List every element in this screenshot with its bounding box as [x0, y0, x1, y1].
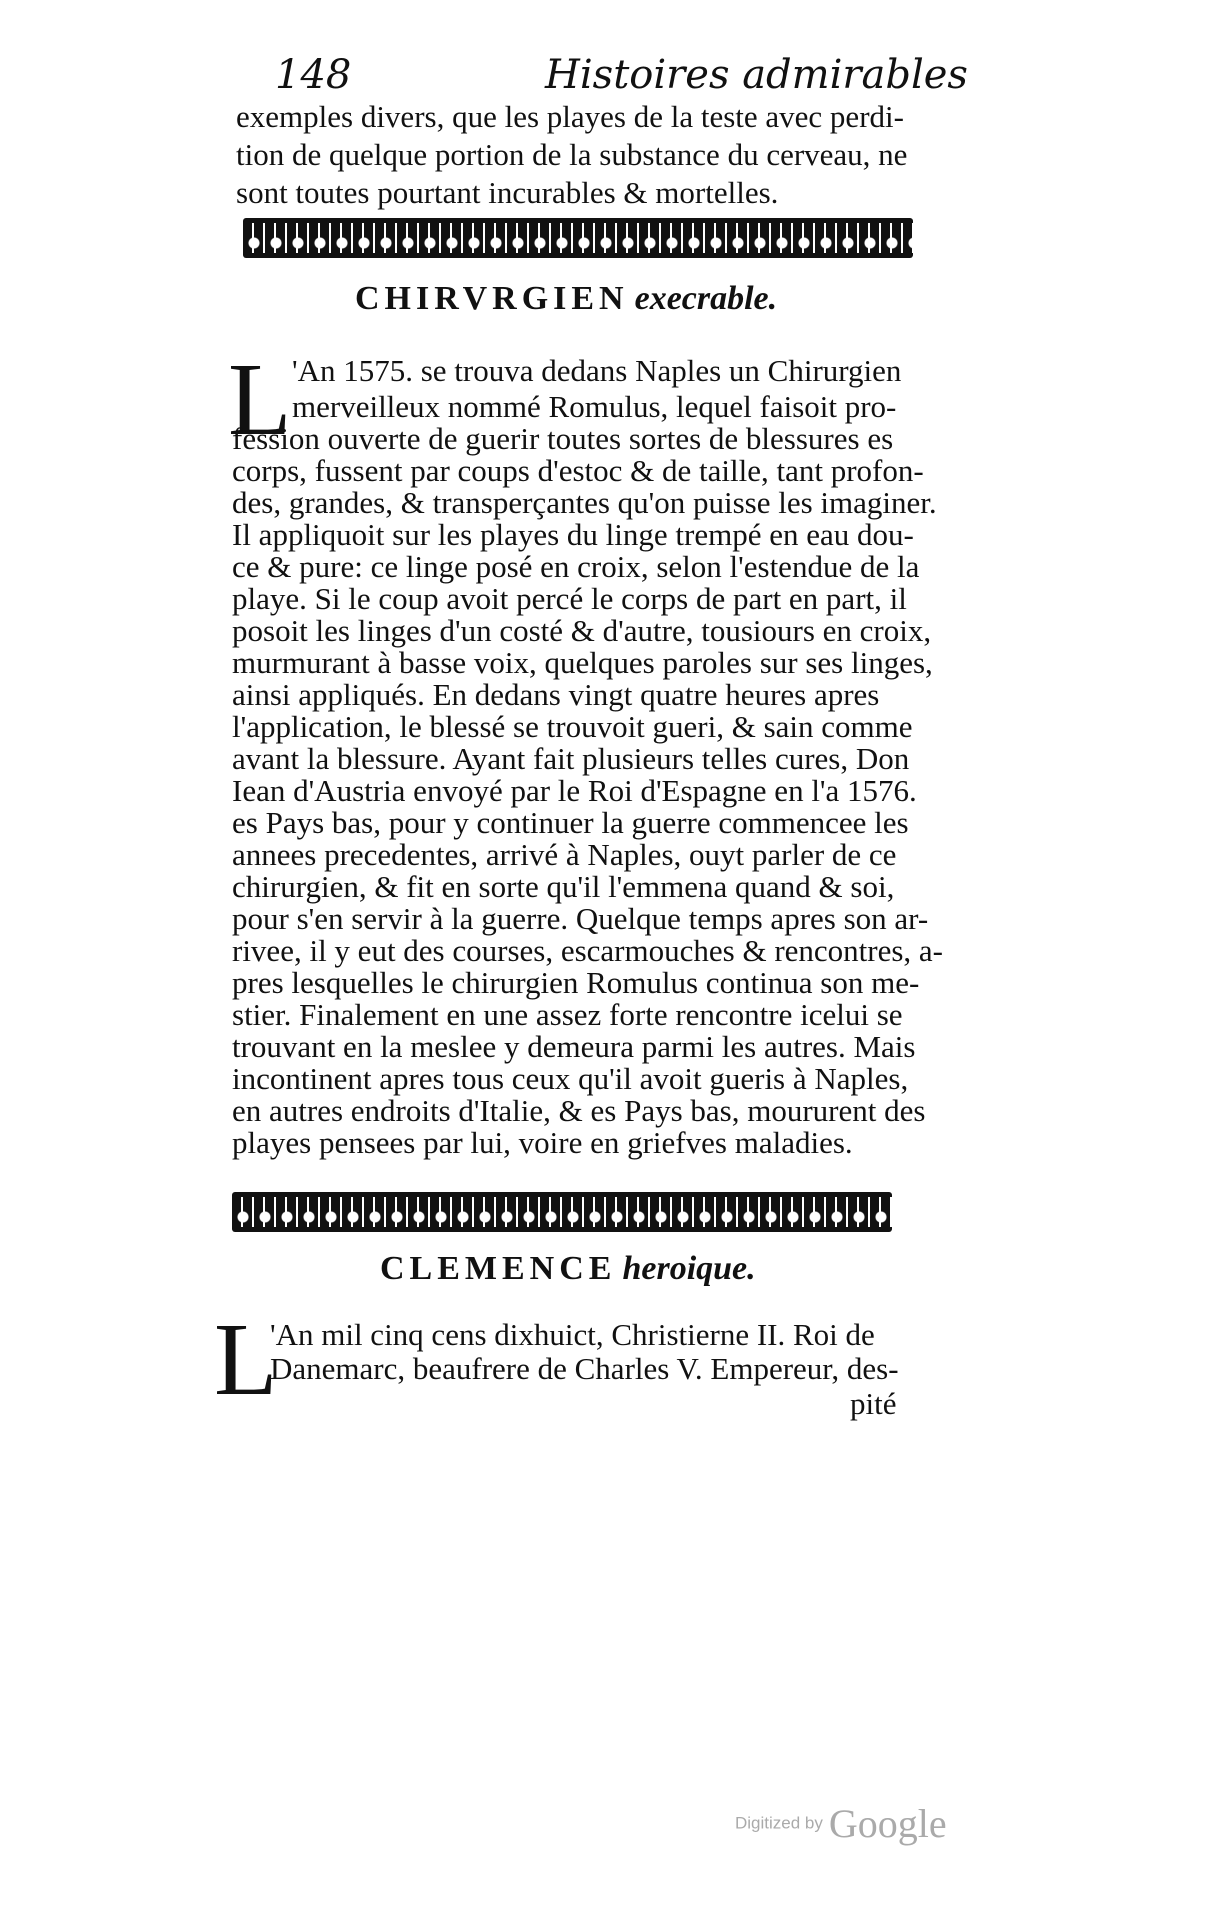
text-line: Danemarc, beaufrere de Charles V. Empereur, des-	[270, 1351, 899, 1386]
text-line: fession ouverte de guerir toutes sortes de blessures es	[232, 421, 894, 456]
text-line: l'application, le blessé se trouvoit gueri, & sain comme	[232, 709, 913, 744]
text-line: incontinent apres tous ceux qu'il avoit gueris à Naples,	[232, 1061, 909, 1096]
text-line: es Pays bas, pour y continuer la guerre commencee les	[232, 805, 909, 840]
text-line: Il appliquoit sur les playes du linge trempé en eau dou-	[232, 517, 914, 552]
text-line: ce & pure: ce linge posé en croix, selon l'estendue de la	[232, 549, 920, 584]
text-line: exemples divers, que les playes de la teste avec perdi-	[236, 99, 904, 134]
dropcap: L	[228, 342, 292, 457]
text-line: tion de quelque portion de la substance du cerveau, ne	[236, 137, 908, 172]
section-title-caps: CLEMENCE	[380, 1250, 617, 1287]
section-title	[380, 1250, 756, 1288]
text-line: trouvant en la meslee y demeura parmi les autres. Mais	[232, 1029, 916, 1064]
text-line: Iean d'Austria envoyé par le Roi d'Espagne en l'a 1576.	[232, 773, 917, 808]
ornamental-band	[243, 218, 913, 258]
dropcap: L	[214, 1302, 278, 1417]
text-line: avant la blessure. Ayant fait plusieurs telles cures, Don	[232, 741, 910, 776]
text-line: 'An mil cinq cens dixhuict, Christierne II. Roi de	[270, 1317, 875, 1352]
text-line: ainsi appliqués. En dedans vingt quatre heures apres	[232, 677, 880, 712]
watermark-brand: Google	[828, 1801, 947, 1846]
section-title-italic: heroique.	[622, 1250, 756, 1287]
page-number: 148	[275, 52, 352, 98]
text-line: chirurgien, & fit en sorte qu'il l'emmena quand & soi,	[232, 869, 895, 904]
text-line: stier. Finalement en une assez forte rencontre icelui se	[232, 997, 903, 1032]
section-title	[355, 280, 777, 318]
watermark-label: Digitized by	[735, 1813, 823, 1833]
text-line: merveilleux nommé Romulus, lequel faisoit pro-	[292, 389, 897, 424]
text-line: rivee, il y eut des courses, escarmouches & rencontres, a-	[232, 933, 944, 968]
text-line: corps, fussent par coups d'estoc & de taille, tant profon-	[232, 453, 924, 488]
catchword: pité	[850, 1386, 897, 1421]
text-line: posoit les linges d'un costé & d'autre, tousiours en croix,	[232, 613, 932, 648]
page-header	[275, 52, 1015, 100]
text-line: murmurant à basse voix, quelques paroles sur ses linges,	[232, 645, 933, 680]
text-line: pour s'en servir à la guerre. Quelque temps apres son ar-	[232, 901, 929, 936]
text-line: playes pensees par lui, voire en griefves maladies.	[232, 1125, 853, 1160]
running-title: Histoires admirables	[545, 52, 968, 98]
section-title-italic: execrable.	[634, 280, 778, 317]
ornamental-band	[232, 1192, 892, 1232]
text-line: en autres endroits d'Italie, & es Pays bas, moururent des	[232, 1093, 926, 1128]
section-title-caps: CHIRVRGIEN	[355, 280, 629, 317]
text-line: des, grandes, & transperçantes qu'on puisse les imaginer.	[232, 485, 937, 520]
text-line: sont toutes pourtant incurables & mortelles.	[236, 175, 779, 210]
text-line: pres lesquelles le chirurgien Romulus continua son me-	[232, 965, 920, 1000]
text-line: annees precedentes, arrivé à Naples, ouyt parler de ce	[232, 837, 897, 872]
text-line: playe. Si le coup avoit percé le corps de part en part, il	[232, 581, 907, 616]
digitization-watermark	[735, 1800, 947, 1847]
text-line: 'An 1575. se trouva dedans Naples un Chirurgien	[292, 353, 902, 388]
